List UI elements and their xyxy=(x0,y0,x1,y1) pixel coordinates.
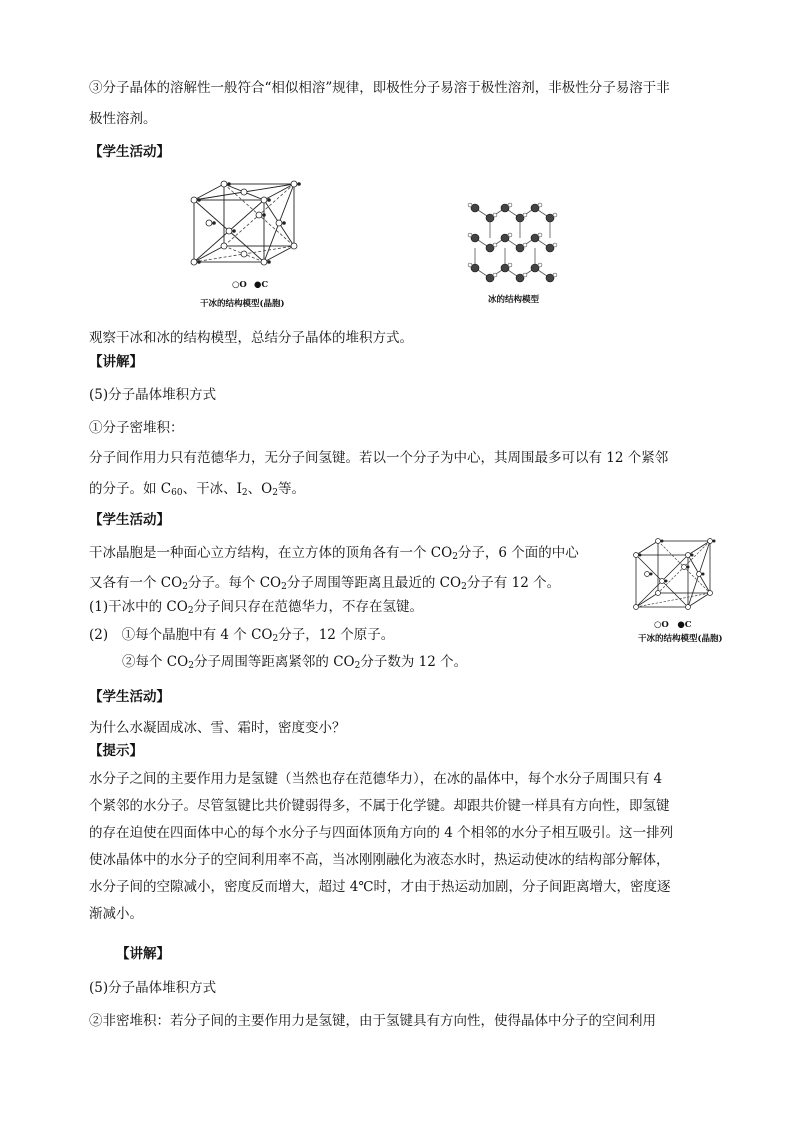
heading-hint: 【提示】 xyxy=(89,743,143,759)
section-stacking-title-2: (5)分子晶体堆积方式 xyxy=(89,980,217,996)
hint-line4: 使冰晶体中的水分子的空间利用率不高，当冰刚刚融化为液态水时，热运动使冰的结构部分解体， xyxy=(89,852,670,868)
dry-ice-legend-carbon: ●C xyxy=(254,280,269,290)
dry-ice-line1: 干冰晶胞是一种面心立方结构，在立方体的顶角各有一个 $CO_2$分子，6 个面的中心 xyxy=(89,545,579,562)
paragraph-solubility-line1: ③分子晶体的溶解性一般符合“相似相溶”规律，即极性分子易溶于极性溶剂，非极性分子易溶于非 xyxy=(89,80,670,96)
dense-packing-line1: 分子间作用力只有范德华力，无分子间氢键。若以一个分子为中心，其周围最多可以有 12 个紧邻 xyxy=(89,450,669,466)
hint-line6: 渐减小。 xyxy=(89,906,143,922)
hint-line3: 的存在迫使在四面体中心的每个水分子与四面体顶角方向的 4 个相邻的水分子相互吸引。这一排列 xyxy=(89,825,674,841)
dense-packing-line2: 的分子。如 $C_{60}$、干冰、$I_2$、$O_2$等。 xyxy=(89,481,305,498)
dry-ice-structure-figure xyxy=(180,178,310,278)
dry-ice-figure-caption: 干冰的结构模型(晶胞) xyxy=(200,299,285,309)
heading-lecture-2: 【讲解】 xyxy=(116,946,170,962)
dry-ice-line2: 又各有一个 $CO_2$分子。每个 $CO_2$分子周围等距离且最近的 $CO_2$分子有 12 个。 xyxy=(89,575,561,592)
ice-structure-figure xyxy=(465,196,560,286)
heading-student-activity: 【学生活动】 xyxy=(89,144,170,160)
question-density: 为什么水凝固成冰、雪、霜时，密度变小？ xyxy=(89,720,346,736)
hint-line1: 水分子之间的主要作用力是氢键（当然也存在范德华力），在冰的晶体中，每个水分子周围只有 4 xyxy=(89,771,663,787)
dry-ice-legend-oxygen: ○O xyxy=(232,280,247,290)
dry-ice-line4: (2) ①每个晶胞中有 4 个 $CO_2$分子，12 个原子。 xyxy=(89,627,395,644)
section-stacking-title: (5)分子晶体堆积方式 xyxy=(89,387,217,403)
dry-ice-line5: ②每个 $CO_2$分子周围等距离紧邻的 $CO_2$分子数为 12 个。 xyxy=(122,654,468,671)
hint-line2: 个紧邻的水分子。尽管氢键比共价键弱得多，不属于化学键。却跟共价键一样具有方向性，即氢键 xyxy=(89,798,670,814)
heading-lecture: 【讲解】 xyxy=(89,354,143,370)
heading-student-activity-2: 【学生活动】 xyxy=(89,512,170,528)
paragraph-observe: 观察干冰和冰的结构模型，总结分子晶体的堆积方式。 xyxy=(89,330,413,346)
dense-packing-title: ①分子密堆积： xyxy=(89,420,184,436)
ice-figure-caption: 冰的结构模型 xyxy=(488,295,540,305)
hint-line5: 水分子间的空隙减小，密度反而增大，超过 4℃时，才由于热运动加剧，分子间距离增大，密度逐 xyxy=(89,879,671,895)
paragraph-solubility-line2: 极性溶剂。 xyxy=(89,111,157,127)
dry-ice-small-legend: ○O ●C xyxy=(654,620,692,630)
dry-ice-line3: (1)干冰中的 $CO_2$分子间只存在范德华力，不存在氢键。 xyxy=(89,599,424,616)
non-dense-packing-line: ②非密堆积：若分子间的主要作用力是氢键，由于氢键具有方向性，使得晶体中分子的空间利用 xyxy=(89,1013,656,1029)
dry-ice-structure-figure-small xyxy=(632,537,714,613)
heading-student-activity-3: 【学生活动】 xyxy=(89,689,170,705)
dry-ice-small-caption: 干冰的结构模型(晶胞) xyxy=(638,634,723,644)
